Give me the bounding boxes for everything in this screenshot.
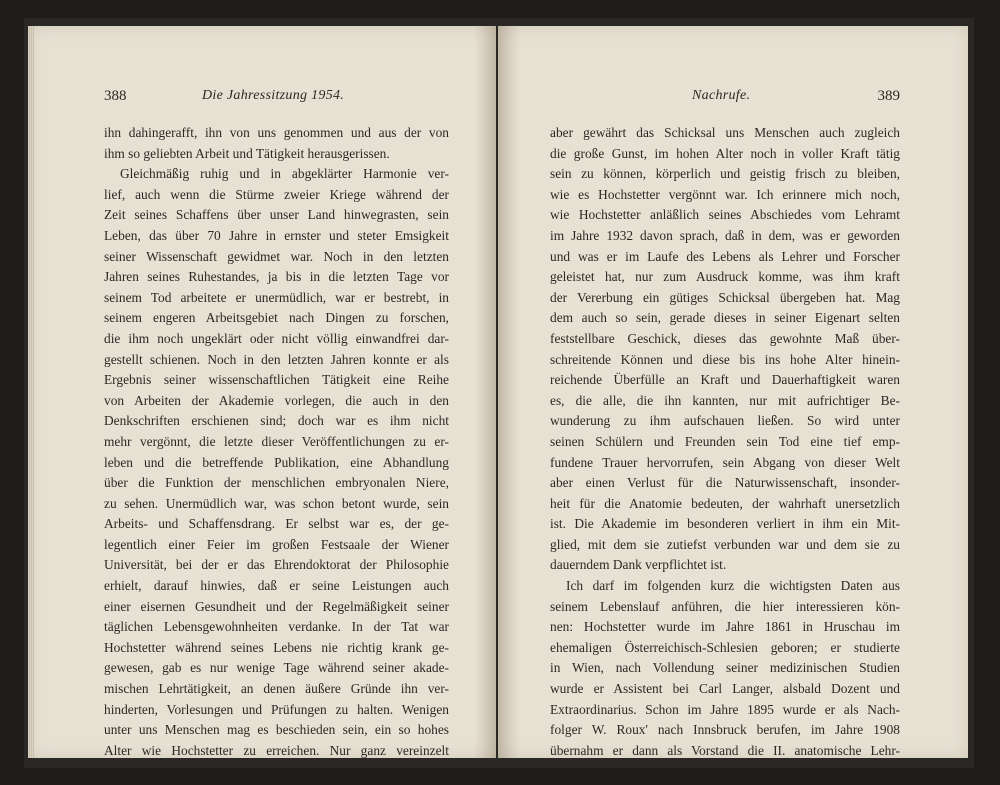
- text-line: Alter wie Hochstetter zu erreichen. Nur ganz vereinzelt: [104, 742, 449, 758]
- text-line: unter uns Menschen mag es beschieden sein, ein so hohes: [104, 722, 449, 738]
- text-line: reichende Überfülle an Kraft und Dauerhaftigkeit waren: [550, 372, 900, 388]
- text-line: sein zu können, körperlich und geistig frisch zu bleiben,: [550, 166, 900, 182]
- text-line: Ergebnis seiner wissenschaftlichen Tätigkeit eine Reihe: [104, 372, 449, 388]
- text-line: ehemaligen Österreichisch-Schlesien geboren; er studierte: [550, 639, 900, 655]
- text-line: seinem Tod arbeitete er unermüdlich, war er bestrebt, in: [104, 289, 449, 305]
- text-line: ist. Die Akademie im besonderen verliert in ihm ein Mit-: [550, 516, 900, 532]
- text-line: Zeit seines Schaffens über unser Land hinwegrasten, sein: [104, 207, 449, 223]
- running-head: Nachrufe.: [692, 88, 751, 103]
- text-line: im Jahre 1932 davon sprach, daß in dem, was er geworden: [550, 227, 900, 243]
- text-line: lief, auch wenn die Stürme zweier Kriege während der: [104, 186, 449, 202]
- text-line: gestellt schienen. Noch in den letzten Jahren konnte er als: [104, 351, 449, 367]
- text-line: die ihm noch ungeklärt oder nicht völlig einwandfrei dar-: [104, 330, 449, 346]
- text-line: ihn dahingerafft, ihn von uns genommen und aus der von: [104, 125, 449, 140]
- text-line: einer eisernen Gesundheit und der Regelmäßigkeit seiner: [104, 598, 449, 614]
- running-head: Die Jahressitzung 1954.: [202, 88, 345, 103]
- text-line: seinen Schülern und Freunden sein Tod eine tief emp-: [550, 433, 900, 449]
- gutter-shadow: [474, 26, 496, 758]
- text-line: heit für die Anatomie bedeuten, der wahrhaft unersetzlich: [550, 495, 900, 511]
- text-line: mischen Lehrtätigkeit, an denen äußere Gründe ihn ver-: [104, 681, 449, 697]
- text-line: wie es Hochstetter vergönnt war. Ich erinnere mich noch,: [550, 186, 900, 202]
- text-line: wie Hochstetter anläßlich seines Abschiedes vom Lehramt: [550, 207, 900, 223]
- text-line: seinem Lebenslauf anführen, die hier interessieren kön-: [550, 598, 900, 614]
- text-line: geleistet hat, nur zum Ausdruck komme, was ihm kraft: [550, 269, 900, 285]
- text-line: mehr vergönnt, die letzte dieser Veröffentlichungen zu er-: [104, 433, 449, 449]
- text-line: seinem engeren Arbeitsgebiet nach Dingen zu forschen,: [104, 310, 449, 326]
- text-line: Denkschriften erschienen sind; doch war es ihm nicht: [104, 413, 449, 429]
- gutter-shadow: [498, 26, 520, 758]
- text-line: Gleichmäßig ruhig und in abgeklärter Harmonie ver-: [120, 166, 449, 182]
- text-line: in Wien, nach Vollendung seiner medizinischen Studien: [550, 660, 900, 676]
- text-line: über die Funktion der menschlichen embryonalen Niere,: [104, 475, 449, 491]
- page-body-text: [550, 123, 900, 761]
- text-line: aber einen Verlust für die Naturwissenschaft, insonder-: [550, 475, 900, 491]
- text-line: es, die alle, die ihn kannten, nur mit aufrichtiger Be-: [550, 392, 900, 408]
- page-edge-stack: [28, 26, 34, 758]
- text-line: schreitende Können und diese bis ins hohe Alter hinein-: [550, 351, 900, 367]
- text-line: übernahm er dann als Vorstand die II. anatomische Lehr-: [550, 742, 900, 758]
- text-line: glied, mit dem sie zutiefst verbunden war und dem sie zu: [550, 536, 900, 552]
- left-page: [28, 26, 496, 758]
- text-line: Extraordinarius. Schon im Jahre 1895 wurde er als Nach-: [550, 701, 900, 717]
- text-line: dauerndem Dank verpflichtet ist.: [550, 557, 727, 573]
- text-line: und was er im Laufe des Lebens als Lehrer und Forscher: [550, 248, 900, 264]
- text-line: folger W. Roux' nach Innsbruck berufen, im Jahre 1908: [550, 722, 900, 738]
- text-line: zu sehen. Unermüdlich war, was schon betont wurde, sein: [104, 495, 449, 511]
- text-line: Arbeits- und Schaffensdrang. Er selbst war es, der ge-: [104, 516, 449, 532]
- page-number: 389: [877, 88, 900, 104]
- text-line: der Vererbung ein gütiges Schicksal übergeben hat. Mag: [550, 289, 900, 305]
- text-line: legentlich einer Feier im großen Festsaale der Wiener: [104, 536, 449, 552]
- text-line: ihm so geliebten Arbeit und Tätigkeit herausgerissen.: [104, 145, 390, 161]
- text-line: nen: Hochstetter wurde im Jahre 1861 in Hruschau im: [550, 619, 900, 635]
- page-number: 388: [104, 88, 127, 104]
- page-header: [104, 88, 449, 110]
- text-line: Ich darf im folgenden kurz die wichtigsten Daten aus: [566, 578, 900, 594]
- text-line: feststellbare Geschick, dieses das gewohnte Maß über-: [550, 330, 900, 346]
- text-line: Universität, bei der er das Ehrendoktorat der Philosophie: [104, 557, 449, 573]
- text-line: Jahren seines Ruhestandes, ja bis in die letzten Tage vor: [104, 269, 449, 285]
- open-book: [24, 18, 974, 768]
- text-line: fundene Trauer hervorrufen, sein Abgang von dieser Welt: [550, 454, 900, 470]
- text-line: dem auch so sein, gerade dieses in seiner Eigenart selten: [550, 310, 900, 326]
- text-line: von Arbeiten der Akademie vorlegen, die auch in den: [104, 392, 449, 408]
- text-line: gewesen, gab es nur wenige Tage während seiner akade-: [104, 660, 449, 676]
- text-line: Leben, das über 70 Jahre in ernster und steter Emsigkeit: [104, 227, 449, 243]
- text-line: täglichen Lebensgewohnheiten verdanke. In der Tat war: [104, 619, 449, 635]
- text-line: Hochstetter während seines Lebens nie richtig krank ge-: [104, 639, 449, 655]
- text-line: wurde er Assistent bei Carl Langer, alsbald Dozent und: [550, 681, 900, 697]
- page-body-text: [104, 123, 449, 761]
- text-line: seiner Wissenschaft gewidmet war. Noch in den letzten: [104, 248, 449, 264]
- text-line: aber gewährt das Schicksal uns Menschen auch zugleich: [550, 125, 900, 140]
- page-header: [550, 88, 900, 110]
- text-line: erhielt, darauf hinwies, daß er seine Leistungen auch: [104, 578, 449, 594]
- text-line: leben und die betreffende Publikation, eine Abhandlung: [104, 454, 449, 470]
- right-page: [498, 26, 968, 758]
- text-line: wunderung zu ihm aufschauen ließen. So wird unter: [550, 413, 900, 429]
- text-line: hinderten, Vorlesungen und Prüfungen zu halten. Wenigen: [104, 701, 449, 717]
- text-line: die große Gunst, im hohen Alter noch in voller Kraft tätig: [550, 145, 900, 161]
